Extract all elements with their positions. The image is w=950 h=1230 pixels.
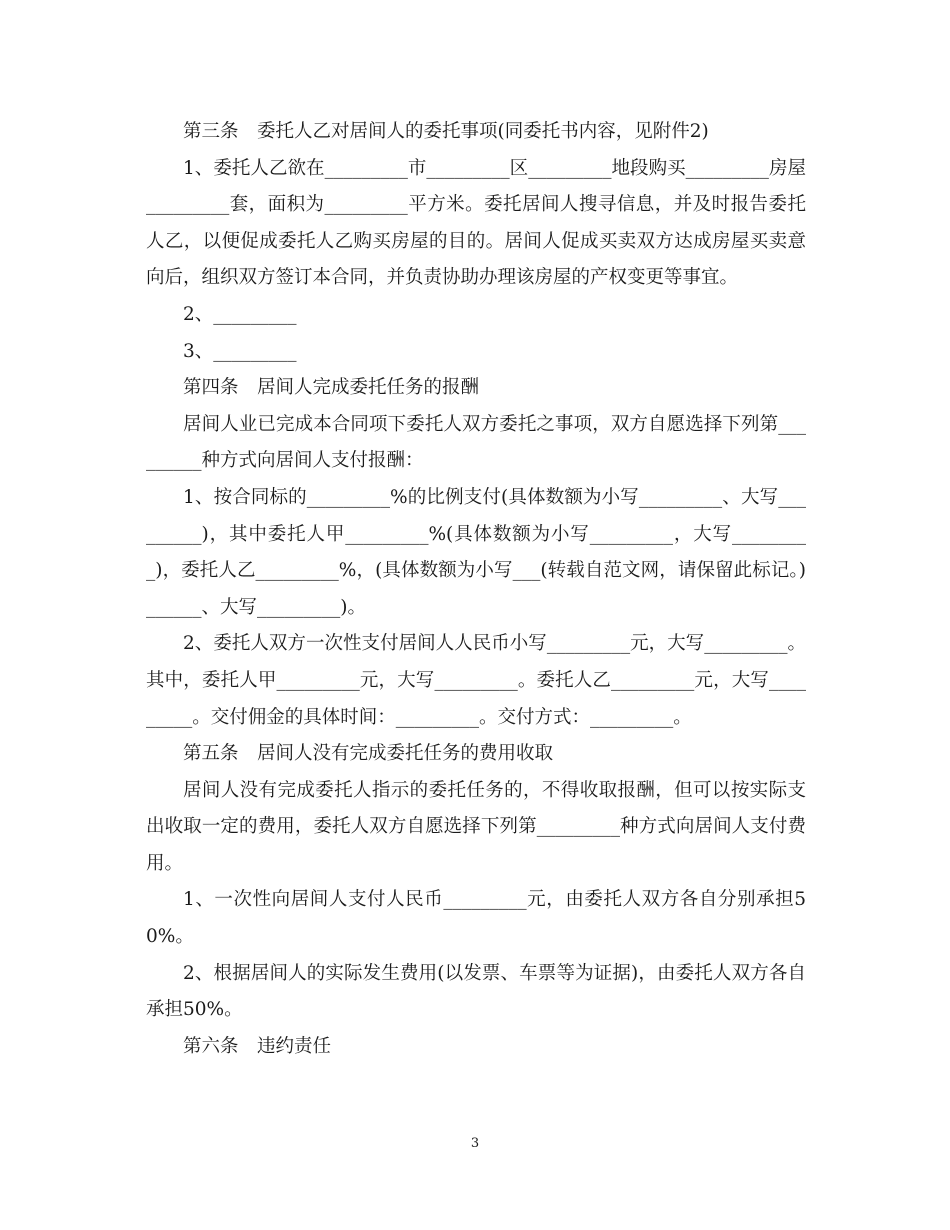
article-4-heading: 第四条 居间人完成委托任务的报酬: [183, 377, 480, 399]
article-3-clause-3: 3、_________: [183, 340, 297, 362]
article-5-clause-1: 1、一次性向居间人支付人民币_________元，由委托人双方各自分别承担50%。: [146, 889, 806, 948]
article-3-clause-1: 1、委托人乙欲在_________市_________区_________地段购买_________房屋_________套，面积为_________平方米。委托居间人搜寻信息，并及时报告委托人乙，以便促成委托人乙购买房屋的目的。居间人促成买卖双方达成房屋买卖意向后，组织双方签订本合同，并负责协助办理该房屋的产权变更等事宜。: [146, 157, 806, 289]
article-5-heading: 第五条 居间人没有完成委托任务的费用收取: [183, 743, 554, 765]
article-4-clause-1: 1、按合同标的_________%的比例支付(具体数额为小写_________、大写_________)，其中委托人甲_________%(具体数额为小写_________，大写_________)，委托人乙_________%，(具体数额为小写___(转载自范文网，请保留此标记。)______、大写_________)。: [146, 486, 806, 618]
article-4-clause-2: 2、委托人双方一次性支付居间人人民币小写_________元，大写_________。其中，委托人甲_________元，大写_________。委托人乙_________元，大写_________。交付佣金的具体时间：_________。交付方式：_________。: [146, 633, 806, 728]
article-4-intro: 居间人业已完成本合同项下委托人双方委托之事项，双方自愿选择下列第_________种方式向居间人支付报酬：: [146, 413, 806, 472]
article-3-clause-2: 2、_________: [183, 303, 297, 325]
page-number: 3: [470, 1136, 480, 1151]
article-3-heading: 第三条 委托人乙对居间人的委托事项(同委托书内容，见附件2): [183, 121, 709, 142]
document-body: [146, 114, 806, 1065]
article-6-heading: 第六条 违约责任: [183, 1035, 332, 1057]
article-5-intro: 居间人没有完成委托人指示的委托任务的，不得收取报酬，但可以按实际支出收取一定的费用，委托人双方自愿选择下列第_________种方式向居间人支付费用。: [146, 779, 806, 874]
article-5-clause-2: 2、根据居间人的实际发生费用(以发票、车票等为证据)，由委托人双方各自承担50%。: [146, 962, 806, 1021]
